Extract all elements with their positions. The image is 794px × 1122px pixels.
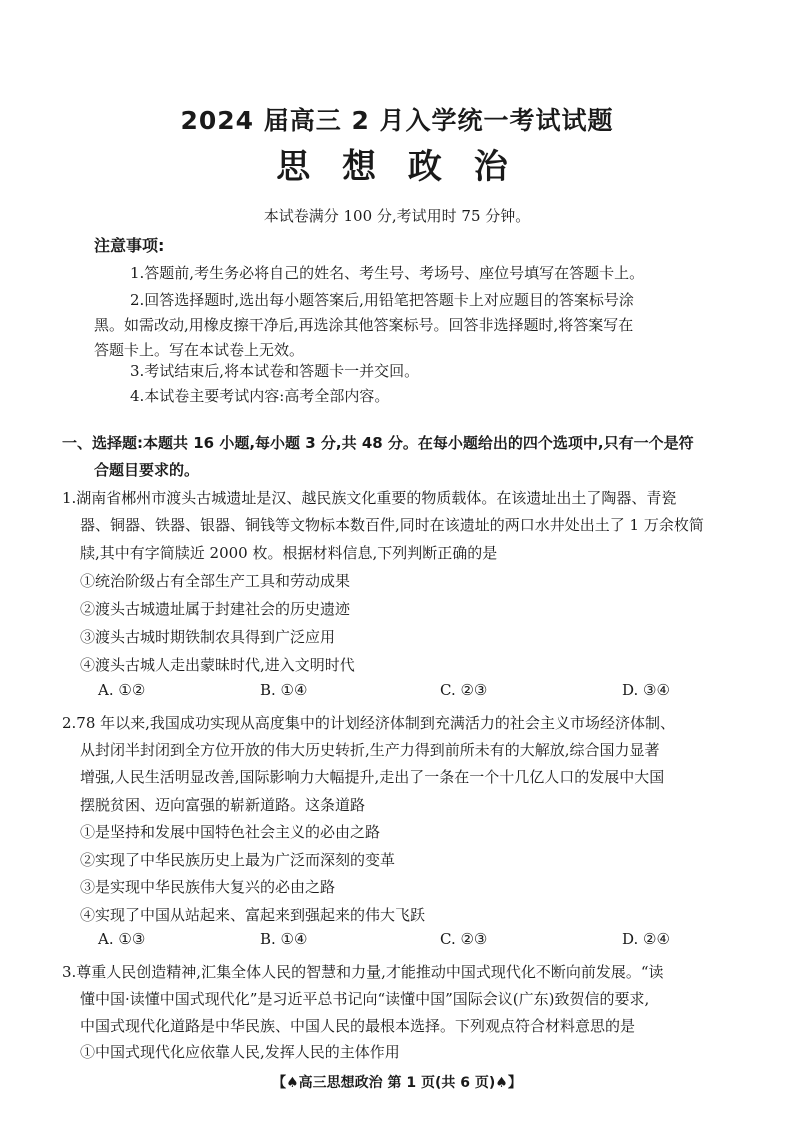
question-stem: 从封闭半封闭到全方位开放的伟大历史转折,生产力得到前所未有的大解放,综合国力显著 bbox=[80, 741, 660, 759]
answer-option: B. ①④ bbox=[260, 681, 308, 699]
section-heading: 合题目要求的。 bbox=[94, 461, 200, 479]
answer-option: A. ①③ bbox=[98, 930, 146, 948]
question-stem: 摆脱贫困、迈向富强的崭新道路。这条道路 bbox=[80, 796, 366, 814]
question-stem: 2.78 年以来,我国成功实现从高度集中的计划经济体制到充满活力的社会主义市场经济体制、 bbox=[62, 714, 675, 732]
question-item: ①统治阶级占有全部生产工具和劳动成果 bbox=[80, 572, 351, 590]
question-stem: 增强,人民生活明显改善,国际影响力大幅提升,走出了一条在一个十几亿人口的发展中大国 bbox=[80, 768, 665, 786]
notice-line: 1.答题前,考生务必将自己的姓名、考生号、考场号、座位号填写在答题卡上。 bbox=[130, 264, 645, 282]
notice-line: 2.回答选择题时,选出每小题答案后,用铅笔把答题卡上对应题目的答案标号涂 bbox=[130, 291, 634, 309]
exam-subtitle: 本试卷满分 100 分,考试用时 75 分钟。 bbox=[263, 207, 531, 225]
question-stem: 懂中国·读懂中国式现代化”是习近平总书记向“读懂中国”国际会议(广东)致贺信的要求, bbox=[80, 990, 650, 1008]
answer-option: D. ②④ bbox=[622, 930, 670, 948]
question-item: ②渡头古城遗址属于封建社会的历史遗迹 bbox=[80, 600, 351, 618]
answer-option: C. ②③ bbox=[440, 681, 488, 699]
question-item: ④渡头古城人走出蒙昧时代,进入文明时代 bbox=[80, 656, 355, 674]
notice-line: 黑。如需改动,用橡皮擦干净后,再选涂其他答案标号。回答非选择题时,将答案写在 bbox=[94, 316, 634, 334]
answer-option: C. ②③ bbox=[440, 930, 488, 948]
question-item: ①是坚持和发展中国特色社会主义的必由之路 bbox=[80, 823, 381, 841]
question-stem: 中国式现代化道路是中华民族、中国人民的最根本选择。下列观点符合材料意思的是 bbox=[80, 1017, 636, 1035]
question-item: ④实现了中国从站起来、富起来到强起来的伟大飞跃 bbox=[80, 906, 426, 924]
notice-line: 答题卡上。写在本试卷上无效。 bbox=[94, 341, 305, 359]
question-stem: 牍,其中有字简牍近 2000 枚。根据材料信息,下列判断正确的是 bbox=[80, 544, 498, 562]
question-item: ③渡头古城时期铁制农具得到广泛应用 bbox=[80, 628, 336, 646]
notice-line: 4.本试卷主要考试内容:高考全部内容。 bbox=[130, 387, 390, 405]
answer-option: D. ③④ bbox=[622, 681, 670, 699]
page-footer: 【♠高三思想政治 第 1 页(共 6 页)♠】 bbox=[272, 1075, 522, 1091]
subject-title: 思 想 政 治 bbox=[276, 147, 518, 187]
answer-option: A. ①② bbox=[98, 681, 146, 699]
answer-option: B. ①④ bbox=[260, 930, 308, 948]
section-heading: 一、选择题:本题共 16 小题,每小题 3 分,共 48 分。在每小题给出的四个选项中,只有一个是符 bbox=[62, 434, 694, 452]
exam-title: 2024 届高三 2 月入学统一考试试题 bbox=[180, 106, 614, 135]
notice-line: 3.考试结束后,将本试卷和答题卡一并交回。 bbox=[130, 362, 420, 380]
question-item: ③是实现中华民族伟大复兴的必由之路 bbox=[80, 878, 336, 896]
question-stem: 3.尊重人民创造精神,汇集全体人民的智慧和力量,才能推动中国式现代化不断向前发展。“读 bbox=[62, 963, 664, 981]
question-stem: 器、铜器、铁器、银器、铜钱等文物标本数百件,同时在该遗址的两口水井处出土了 1 万余枚简 bbox=[80, 516, 704, 534]
notice-heading: 注意事项: bbox=[94, 236, 165, 255]
question-item: ①中国式现代化应依靠人民,发挥人民的主体作用 bbox=[80, 1043, 400, 1061]
question-stem: 1.湖南省郴州市渡头古城遗址是汉、越民族文化重要的物质载体。在该遗址出土了陶器、青瓷 bbox=[62, 489, 677, 507]
question-item: ②实现了中华民族历史上最为广泛而深刻的变革 bbox=[80, 851, 396, 869]
